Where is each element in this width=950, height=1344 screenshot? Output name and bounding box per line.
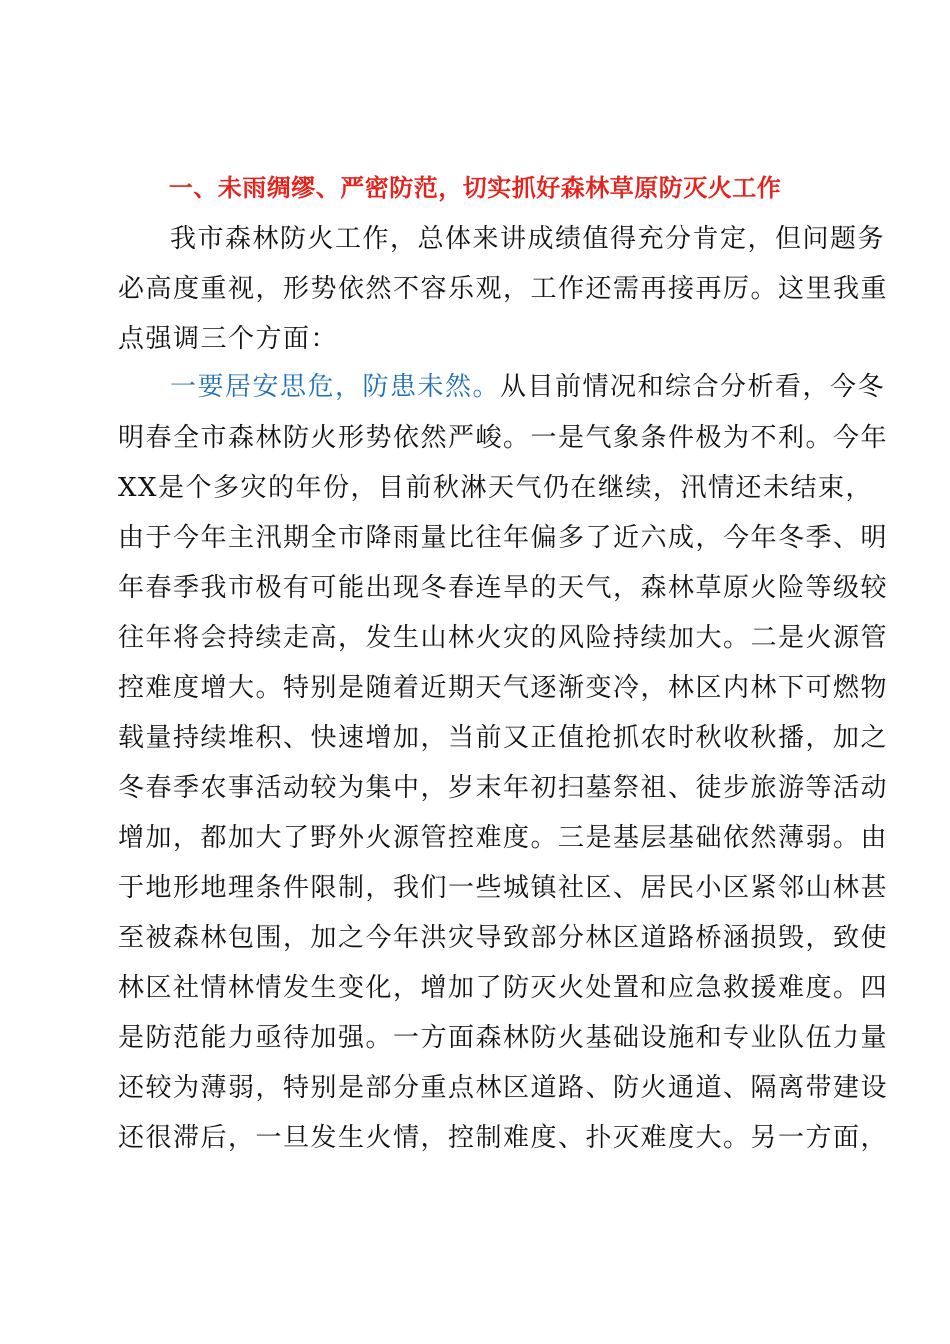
paragraph-2-line-9: 冬春季农事活动较为集中，岁末年初扫墓祭祖、徒步旅游等活动 <box>118 773 889 803</box>
paragraph-1-line-2: 必高度重视，形势依然不容乐观，工作还需再接再厉。这里我重 <box>118 274 889 304</box>
paragraph-2-line-8: 载量持续堆积、快速增加，当前又正值抢抓农时秋收秋播，加之 <box>118 723 889 753</box>
section-heading: 一、未雨绸缪、严密防范，切实抓好森林草原防灭火工作 <box>168 174 782 202</box>
paragraph-2-line-15: 还较为薄弱，特别是部分重点林区道路、防火通道、隔离带建设 <box>118 1073 889 1103</box>
paragraph-2-lead: 一要居安思危，防患未然。 <box>170 372 501 402</box>
paragraph-2-line-10: 增加，都加大了野外火源管控难度。三是基层基础依然薄弱。由 <box>118 823 889 853</box>
paragraph-2-line-1 <box>170 362 886 412</box>
paragraph-1-line-3: 点强调三个方面： <box>118 324 339 354</box>
paragraph-2-line-4: 由于今年主汛期全市降雨量比往年偏多了近六成，今年冬季、明 <box>118 523 889 553</box>
paragraph-2-line-2: 明春全市森林防火形势依然严峻。一是气象条件极为不利。今年 <box>118 423 889 453</box>
paragraph-2-line-3: XX是个多灾的年份，目前秋淋天气仍在继续，汛情还未结束， <box>118 473 874 503</box>
paragraph-2-first-line-rest: 从目前情况和综合分析看，今冬 <box>500 372 886 402</box>
paragraph-2-line-12: 至被森林包围，加之今年洪灾导致部分林区道路桥涵损毁，致使 <box>118 923 889 953</box>
paragraph-2-line-14: 是防范能力亟待加强。一方面森林防火基础设施和专业队伍力量 <box>118 1023 889 1053</box>
paragraph-2-line-5: 年春季我市极有可能出现冬春连旱的天气，森林草原火险等级较 <box>118 573 889 603</box>
paragraph-1-line-1: 我市森林防火工作，总体来讲成绩值得充分肯定，但问题务 <box>170 224 886 254</box>
paragraph-2-line-7: 控难度增大。特别是随着近期天气逐渐变冷，林区内林下可燃物 <box>118 673 889 703</box>
paragraph-2-line-6: 往年将会持续走高，发生山林火灾的风险持续加大。二是火源管 <box>118 623 889 653</box>
paragraph-2-line-11: 于地形地理条件限制，我们一些城镇社区、居民小区紧邻山林甚 <box>118 873 889 903</box>
paragraph-2-line-16: 还很滞后，一旦发生火情，控制难度、扑灭难度大。另一方面， <box>118 1123 889 1153</box>
paragraph-2-line-13: 林区社情林情发生变化，增加了防灭火处置和应急救援难度。四 <box>118 973 889 1003</box>
